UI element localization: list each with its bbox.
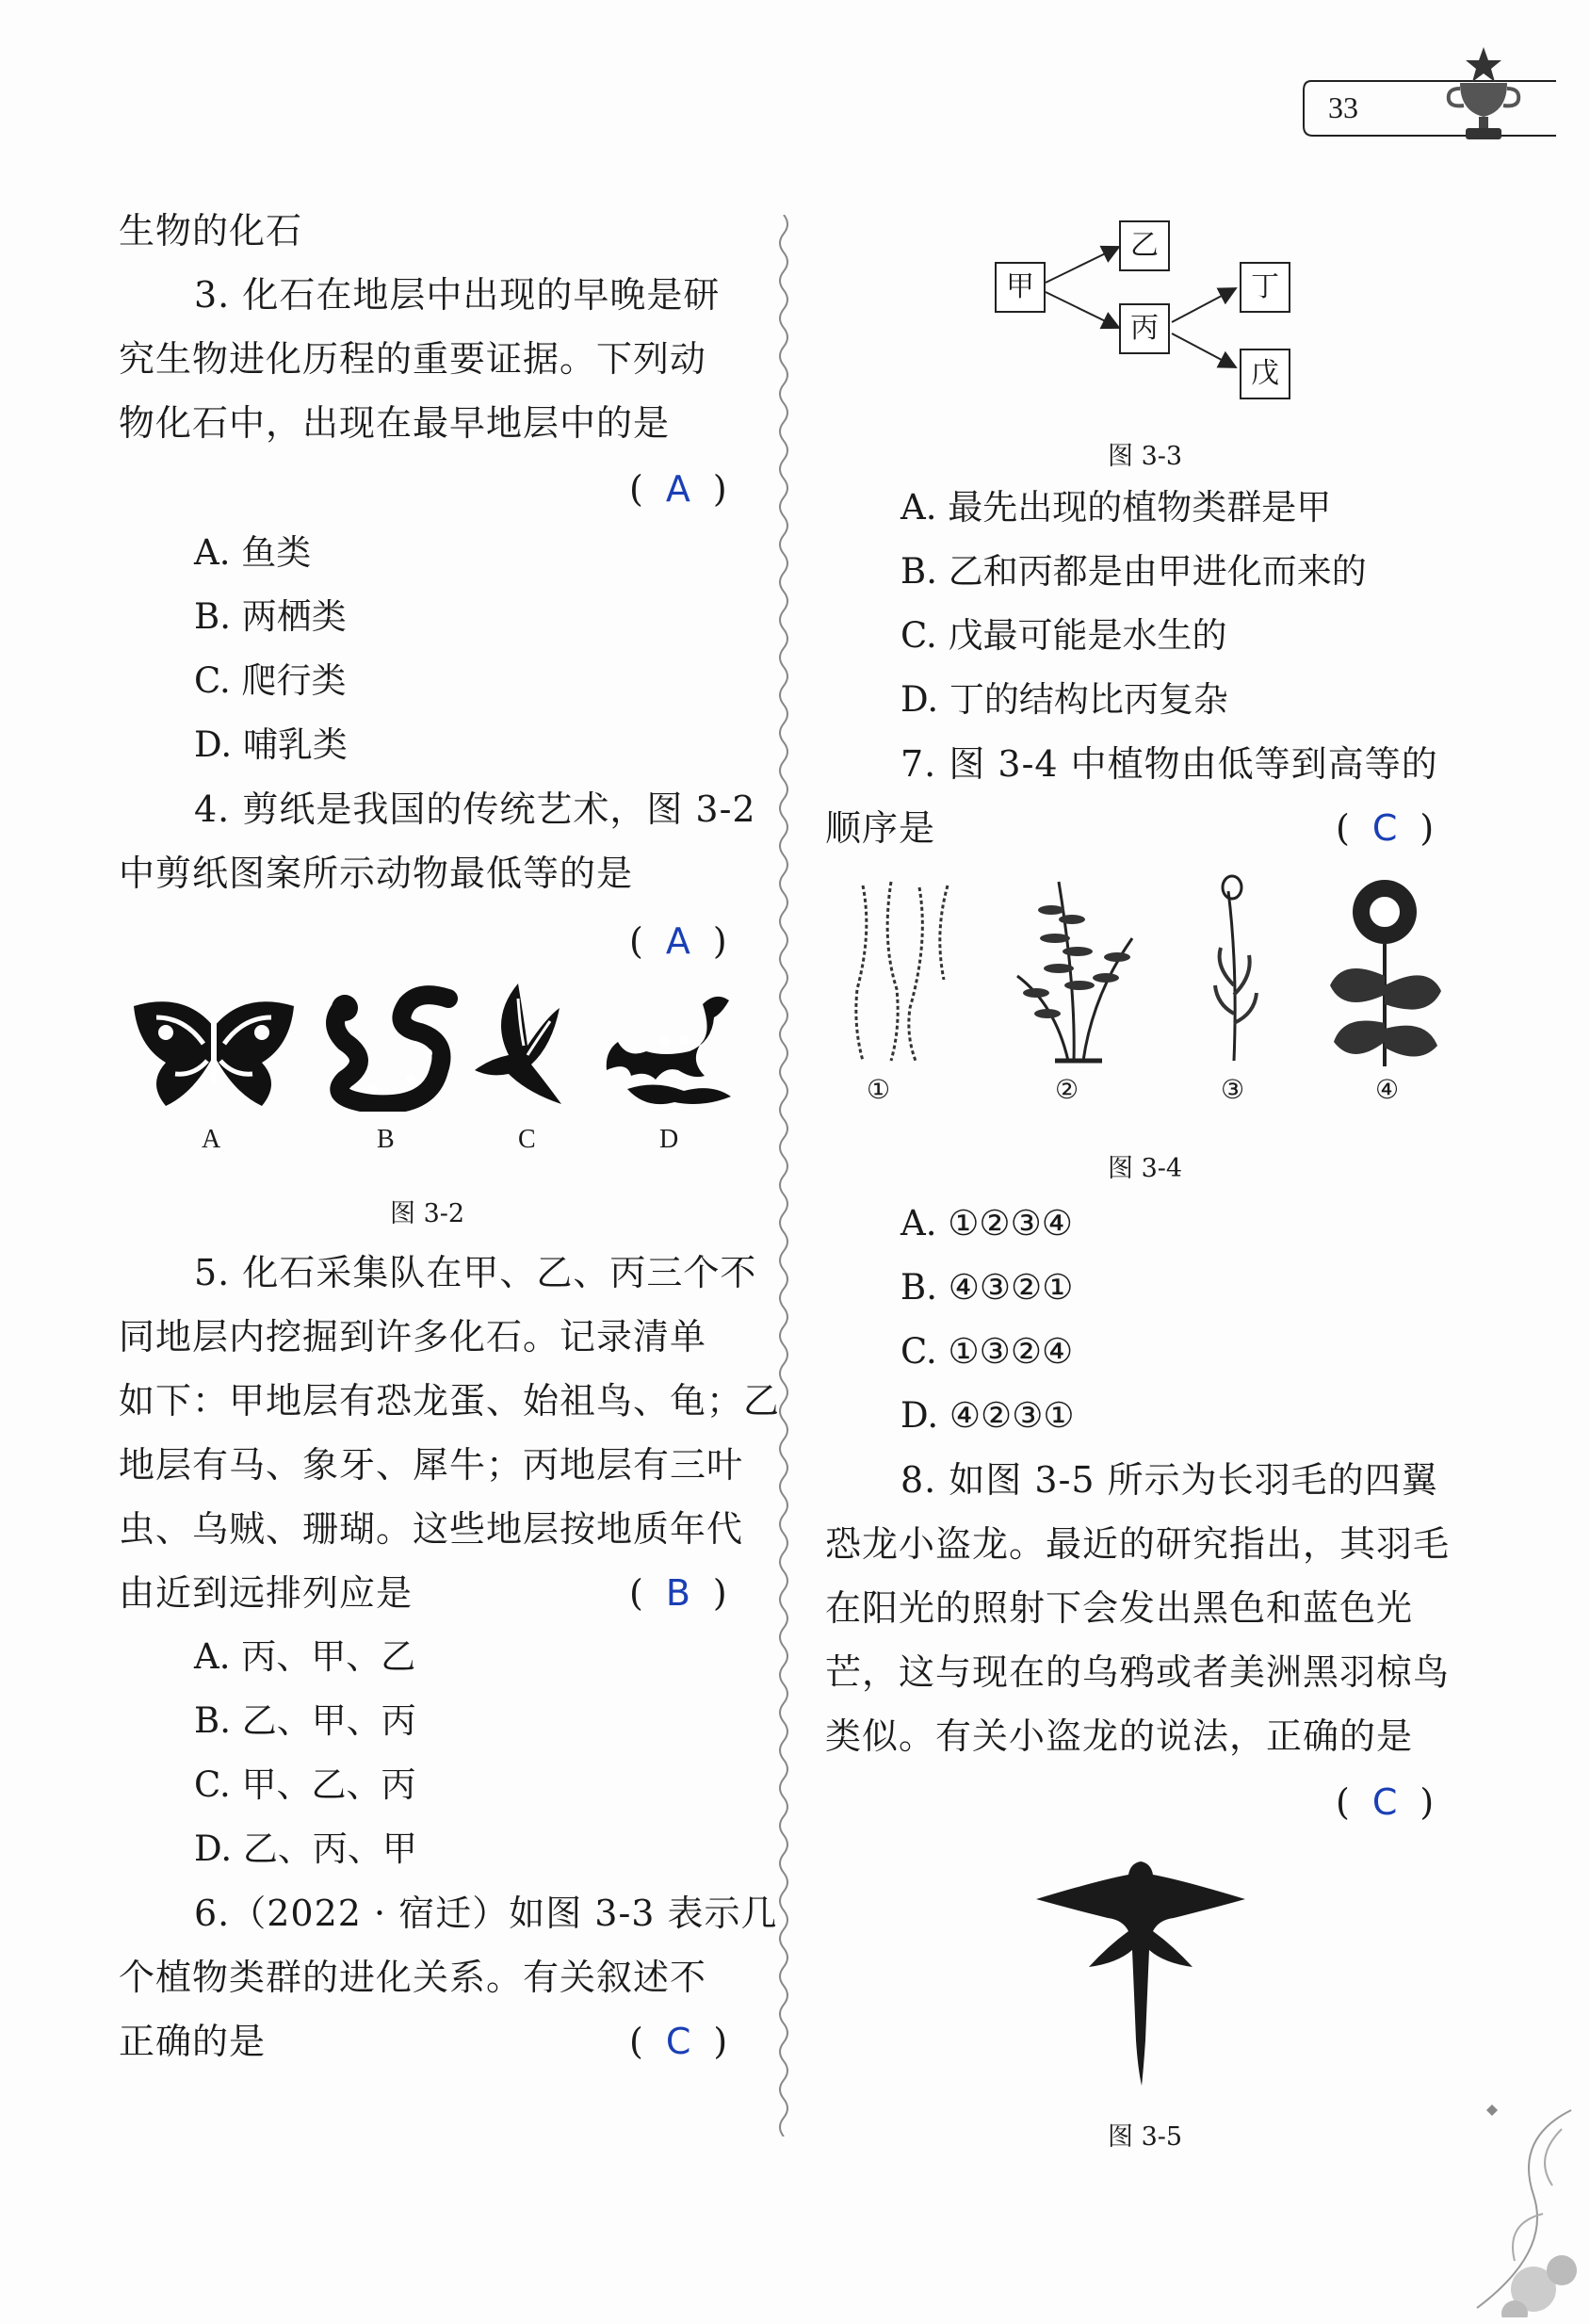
fig34-label-2: ② xyxy=(1055,1076,1079,1105)
q5-option-d: D. 乙、丙、甲 xyxy=(194,1828,417,1869)
q7-option-c: C. ①③②④ xyxy=(900,1331,1074,1372)
column-divider xyxy=(774,215,793,2137)
sunflower-plant-icon xyxy=(1324,872,1447,1070)
q5-line-1: 5. 化石采集队在甲、乙、丙三个不 xyxy=(194,1252,757,1293)
q4-line-1: 4. 剪纸是我国的传统艺术，图 3-2 xyxy=(194,788,756,830)
fig34-caption: 图 3-4 xyxy=(1108,1154,1183,1183)
fig32-label-d: D xyxy=(659,1125,679,1154)
trophy-icon xyxy=(1441,45,1526,143)
horse-papercut-icon xyxy=(599,985,740,1112)
butterfly-papercut-icon xyxy=(128,989,300,1112)
fig34-label-3: ③ xyxy=(1221,1076,1245,1105)
q7-line-2: 顺序是 xyxy=(825,807,936,849)
moss-plant-icon xyxy=(1206,872,1262,1070)
q8-line-4: 芒，这与现在的乌鸦或者美洲黑羽椋鸟 xyxy=(825,1651,1451,1693)
fig32-caption: 图 3-2 xyxy=(390,1199,465,1228)
fig32-label-b: B xyxy=(377,1125,395,1154)
q3-line-2: 究生物进化历程的重要证据。下列动 xyxy=(119,338,707,380)
q5-line-2: 同地层内挖掘到许多化石。记录清单 xyxy=(119,1316,707,1357)
q3-answer: ( A ) xyxy=(629,468,727,510)
algae-plant-icon xyxy=(844,876,966,1064)
q3-option-a: A. 鱼类 xyxy=(194,532,312,573)
q6-line-2: 个植物类群的进化关系。有关叙述不 xyxy=(119,1957,707,1998)
fig33-node-yi: 乙 xyxy=(1119,220,1170,271)
q7-answer: ( C ) xyxy=(1336,807,1435,849)
fig32-label-a: A xyxy=(202,1125,221,1154)
fig32-label-c: C xyxy=(518,1125,536,1154)
q3-option-d: D. 哺乳类 xyxy=(194,724,348,765)
q3-line-1: 3. 化石在地层中出现的早晚是研 xyxy=(194,274,721,316)
q3-option-b: B. 两栖类 xyxy=(194,596,347,637)
q7-line-1: 7. 图 3-4 中植物由低等到高等的 xyxy=(900,743,1438,785)
fig33-caption: 图 3-3 xyxy=(1108,442,1183,471)
fig33-node-wu: 戊 xyxy=(1240,349,1290,399)
q6-answer: ( C ) xyxy=(629,2021,728,2062)
fig34-label-1: ① xyxy=(867,1076,891,1105)
fig35-caption: 图 3-5 xyxy=(1108,2122,1183,2152)
q4-answer: ( A ) xyxy=(629,920,727,962)
q7-option-d: D. ④②③① xyxy=(900,1395,1075,1436)
q3-line-3: 物化石中，出现在最早地层中的是 xyxy=(119,402,671,444)
snake-papercut-icon xyxy=(316,985,458,1112)
q5-line-6: 由近到远排列应是 xyxy=(119,1572,414,1614)
q7-option-b: B. ④③②① xyxy=(900,1267,1074,1308)
q3-option-c: C. 爬行类 xyxy=(194,660,347,701)
q6-option-d: D. 丁的结构比丙复杂 xyxy=(900,679,1228,720)
q5-option-a: A. 丙、甲、乙 xyxy=(194,1636,416,1677)
text-line: 生物的化石 xyxy=(119,210,303,252)
fig34-label-4: ④ xyxy=(1375,1076,1400,1105)
q6-line-3: 正确的是 xyxy=(119,2021,267,2062)
bird-papercut-icon xyxy=(471,980,565,1112)
flower-decoration-icon xyxy=(1420,2101,1581,2317)
q6-option-c: C. 戊最可能是水生的 xyxy=(900,615,1227,656)
q6-option-b: B. 乙和丙都是由甲进化而来的 xyxy=(900,551,1367,592)
q5-option-b: B. 乙、甲、丙 xyxy=(194,1700,416,1741)
q5-answer: ( B ) xyxy=(629,1572,727,1614)
q6-option-a: A. 最先出现的植物类群是甲 xyxy=(900,487,1332,528)
fig33-node-ding: 丁 xyxy=(1240,262,1290,313)
q8-line-3: 在阳光的照射下会发出黑色和蓝色光 xyxy=(825,1587,1414,1629)
q7-option-a: A. ①②③④ xyxy=(900,1203,1073,1243)
q8-line-5: 类似。有关小盗龙的说法，正确的是 xyxy=(825,1715,1414,1757)
q8-answer: ( C ) xyxy=(1336,1781,1435,1823)
q5-option-c: C. 甲、乙、丙 xyxy=(194,1764,416,1805)
fern-plant-icon xyxy=(1008,872,1149,1070)
q5-line-3: 如下：甲地层有恐龙蛋、始祖鸟、龟；乙 xyxy=(119,1380,781,1422)
q5-line-5: 虫、乌贼、珊瑚。这些地层按地质年代 xyxy=(119,1508,744,1550)
q5-line-4: 地层有马、象牙、犀牛；丙地层有三叶 xyxy=(119,1444,744,1486)
q4-line-2: 中剪纸图案所示动物最低等的是 xyxy=(119,853,634,894)
fig33-node-jia: 甲 xyxy=(995,262,1046,313)
q8-line-1: 8. 如图 3-5 所示为长羽毛的四翼 xyxy=(900,1459,1438,1501)
microraptor-icon xyxy=(1032,1852,1249,2088)
page-number: 33 xyxy=(1328,90,1358,124)
q6-line-1: 6.（2022 · 宿迁）如图 3-3 表示几 xyxy=(194,1893,778,1934)
fig33-node-bing: 丙 xyxy=(1119,303,1170,354)
q8-line-2: 恐龙小盗龙。最近的研究指出，其羽毛 xyxy=(825,1523,1451,1565)
